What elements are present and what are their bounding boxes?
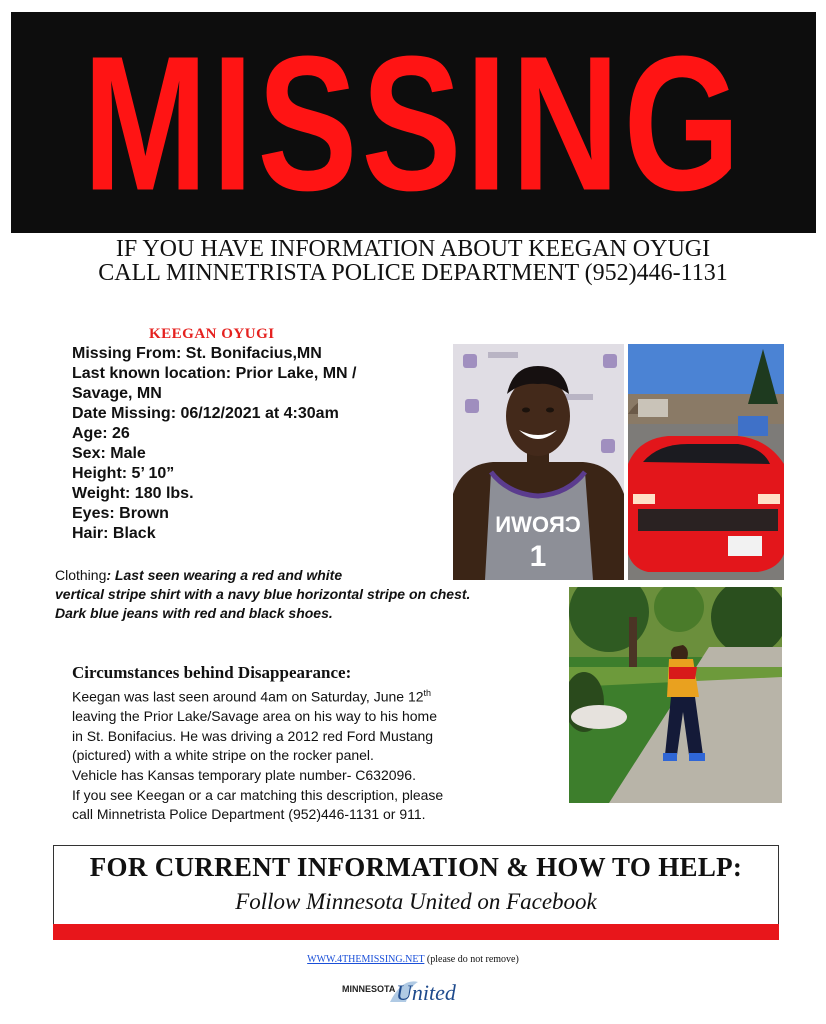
help-box [53, 845, 779, 925]
circumstances-title: Circumstances behind Disappearance: [72, 663, 352, 682]
detail-date-missing: Date Missing: 06/12/2021 at 4:30am [72, 405, 339, 422]
footer-note: (please do not remove) [424, 954, 519, 965]
logo-word-1: MINNESOTA [342, 984, 396, 994]
circumstances-line-1: Keegan was last seen around 4am on Saturday, June 12 [72, 688, 424, 705]
info-line-2: CALL MINNETRISTA POLICE DEPARTMENT (952)446-1131 [98, 260, 728, 286]
help-subtitle: Follow Minnesota United on Facebook [235, 889, 597, 914]
clothing-label: Clothing [55, 567, 107, 583]
circumstances-body [72, 684, 532, 825]
detail-age: Age: 26 [72, 425, 130, 442]
circumstances-line: (pictured) with a white stripe on the rocker panel. [72, 747, 374, 764]
person-details [72, 344, 432, 544]
car-photo [628, 344, 784, 580]
clothing-text-3: Dark blue jeans with red and black shoes. [55, 605, 333, 621]
detail-hair: Hair: Black [72, 525, 156, 542]
detail-weight: Weight: 180 lbs. [72, 485, 194, 502]
walking-photo [569, 587, 782, 803]
circumstances-line [72, 684, 532, 707]
banner-title: MISSING [82, 14, 745, 231]
info-line-1: IF YOU HAVE INFORMATION ABOUT KEEGAN OYUGI [115, 236, 711, 262]
minnesota-united-logo [340, 972, 470, 1012]
help-red-bar [53, 924, 779, 940]
circumstances-line: in St. Bonifacius. He was driving a 2012 red Ford Mustang [72, 727, 434, 744]
jersey-number: 1 [529, 540, 547, 573]
detail-height: Height: 5’ 10” [72, 465, 175, 482]
website-link[interactable]: WWW.4THEMISSING.NET [307, 954, 425, 965]
clothing-text-1: : Last seen wearing a red and white [106, 567, 343, 583]
logo-word-2: United [396, 980, 456, 1005]
detail-sex: Sex: Male [72, 445, 146, 462]
detail-last-location: Last known location: Prior Lake, MN / [72, 365, 357, 382]
person-name: KEEGAN OYUGI [149, 326, 275, 342]
circumstances-line: If you see Keegan or a car matching this description, please [72, 786, 444, 803]
detail-eyes: Eyes: Brown [72, 505, 169, 522]
jersey-text: CROWN [495, 512, 581, 537]
clothing-text-2: vertical stripe shirt with a navy blue horizontal stripe on chest. [55, 586, 471, 602]
footer-line [0, 954, 826, 965]
portrait-photo [453, 344, 624, 580]
date-suffix: th [423, 688, 432, 698]
clothing-description [55, 566, 555, 623]
missing-banner [11, 12, 816, 233]
circumstances-line: call Minnetrista Police Department (952)446-1131 or 911. [72, 806, 426, 823]
circumstances-line: leaving the Prior Lake/Savage area on his way to his home [72, 708, 437, 725]
detail-last-location-cont: Savage, MN [72, 385, 162, 402]
circumstances-line: Vehicle has Kansas temporary plate number- C632096. [72, 767, 416, 784]
help-title: FOR CURRENT INFORMATION & HOW TO HELP: [89, 852, 743, 882]
detail-missing-from: Missing From: St. Bonifacius,MN [72, 345, 322, 362]
